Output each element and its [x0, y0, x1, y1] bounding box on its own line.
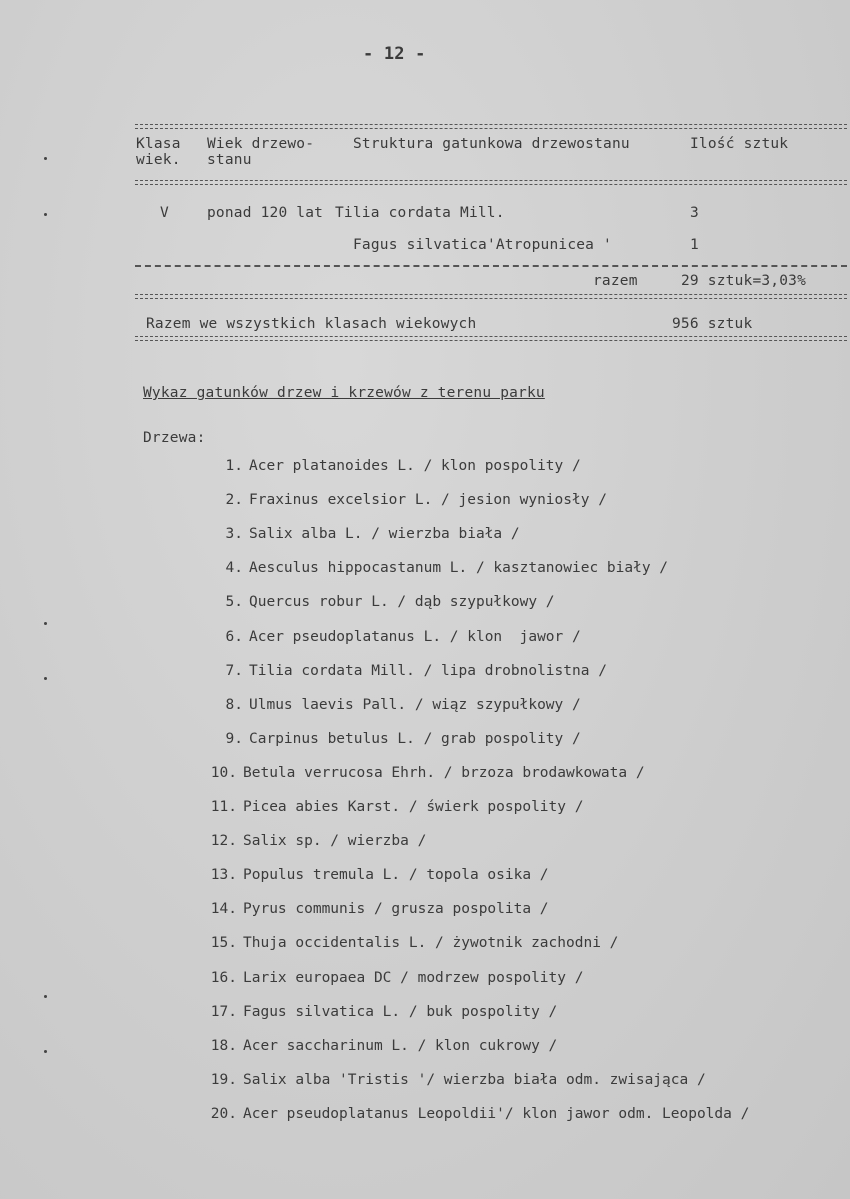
row-bottom-rule: [135, 265, 847, 267]
row2-ilosc: 1: [690, 237, 699, 253]
list-item-text: Fraxinus excelsior L. / jesion wyniosły /: [249, 492, 607, 509]
list-item-number: 18.: [210, 1037, 237, 1054]
list-item-text: Populus tremula L. / topola osika /: [243, 867, 549, 884]
list-item-number: 12.: [210, 833, 237, 850]
margin-mark: [44, 995, 47, 998]
list-item-number: 20.: [210, 1105, 237, 1122]
list-item-text: Fagus silvatica L. / buk pospolity /: [243, 1003, 558, 1020]
section-label: Drzewa:: [143, 430, 206, 446]
list-item: [199, 935, 618, 951]
list-item: [205, 492, 607, 508]
list-item: [205, 560, 668, 576]
page-number: - 12 -: [363, 44, 426, 64]
header-ilosc: Ilość sztuk: [690, 136, 789, 152]
list-item-number: 14.: [210, 901, 237, 918]
list-item-number: 6.: [225, 628, 243, 645]
list-item-number: 10.: [210, 764, 237, 781]
list-item-text: Quercus robur L. / dąb szypułkowy /: [249, 594, 555, 611]
list-item-text: Acer saccharinum L. / klon cukrowy /: [243, 1037, 558, 1054]
header-bottom-rule: [135, 180, 847, 185]
list-item-text: Aesculus hippocastanum L. / kasztanowiec biały /: [249, 560, 669, 577]
total-value: 956 sztuk: [672, 316, 753, 332]
total-label: Razem we wszystkich klasach wiekowych: [146, 316, 477, 332]
list-item-text: Thuja occidentalis L. / żywotnik zachodni /: [243, 935, 619, 952]
list-item: [199, 970, 583, 986]
margin-mark: [44, 622, 47, 625]
margin-mark: [44, 677, 47, 680]
list-item-number: 13.: [210, 867, 237, 884]
list-item-text: Salix alba 'Tristis '/ wierzba biała odm. zwisająca /: [243, 1071, 706, 1088]
list-item: [205, 629, 581, 645]
list-item-text: Acer platanoides L. / klon pospolity /: [249, 458, 581, 474]
row1-ilosc: 3: [690, 205, 699, 221]
list-item-text: Betula verrucosa Ehrh. / brzoza brodawkowata /: [243, 764, 645, 781]
list-item: [205, 663, 607, 679]
list-item-number: 15.: [210, 935, 237, 952]
list-item-text: Ulmus laevis Pall. / wiąz szypułkowy /: [249, 696, 581, 713]
list-item: [199, 901, 549, 917]
list-item-number: 7.: [225, 662, 243, 679]
list-item: [205, 526, 520, 542]
header-wiek: Wiek drzewo- stanu: [207, 136, 315, 168]
subtotal-label: razem: [593, 273, 638, 289]
list-item-text: Larix europaea DC / modrzew pospolity /: [243, 969, 584, 986]
margin-mark: [44, 213, 47, 216]
list-title: Wykaz gatunków drzew i krzewów z terenu parku: [143, 385, 545, 401]
list-item: [199, 799, 583, 815]
list-item-text: Carpinus betulus L. / grab pospolity /: [249, 730, 581, 747]
list-item-number: 8.: [225, 696, 243, 713]
row1-klasa: V: [160, 205, 169, 221]
header-klasa: Klasa wiek.: [136, 136, 181, 168]
list-item: [205, 458, 581, 474]
list-item-text: Acer pseudoplatanus Leopoldii'/ klon jawor odm. Leopolda /: [243, 1105, 750, 1122]
margin-mark: [44, 1050, 47, 1053]
list-item-number: 11.: [210, 799, 237, 815]
list-item-text: Tilia cordata Mill. / lipa drobnolistna /: [249, 662, 607, 679]
header-struktura: Struktura gatunkowa drzewostanu: [353, 136, 630, 152]
list-item: [199, 867, 549, 883]
list-item-number: 1.: [225, 458, 243, 474]
list-item: [205, 697, 581, 713]
list-item-text: Acer pseudoplatanus L. / klon jawor /: [249, 628, 581, 645]
list-item-number: 16.: [210, 969, 237, 986]
list-item-text: Pyrus communis / grusza pospolita /: [243, 901, 549, 918]
list-item-text: Picea abies Karst. / świerk pospolity /: [243, 799, 584, 815]
list-item-number: 3.: [225, 526, 243, 543]
margin-mark: [44, 157, 47, 160]
list-item: [205, 731, 581, 747]
table-top-rule: [135, 124, 847, 129]
row1-wiek: ponad 120 lat: [207, 205, 324, 221]
row1-gatunek: Tilia cordata Mill.: [335, 205, 505, 221]
subtotal-bottom-rule: [135, 294, 847, 299]
list-item-number: 2.: [225, 492, 243, 509]
row2-gatunek: Fagus silvatica'Atropunicea ': [353, 237, 612, 253]
list-item: [199, 1004, 557, 1020]
list-item-number: 19.: [210, 1071, 237, 1088]
subtotal-value: 29 sztuk=3,03%: [681, 273, 807, 289]
list-item: [199, 1038, 557, 1054]
list-item: [199, 1106, 749, 1122]
list-item-number: 4.: [225, 560, 243, 577]
list-item: [199, 765, 645, 781]
list-item-text: Salix sp. / wierzba /: [243, 833, 427, 850]
list-item: [199, 833, 426, 849]
list-item-number: 9.: [225, 730, 243, 747]
table-bottom-rule: [135, 336, 847, 341]
list-item: [199, 1072, 706, 1088]
list-item-number: 17.: [210, 1003, 237, 1020]
list-item: [205, 594, 555, 610]
list-item-number: 5.: [225, 594, 243, 611]
list-item-text: Salix alba L. / wierzba biała /: [249, 526, 520, 543]
